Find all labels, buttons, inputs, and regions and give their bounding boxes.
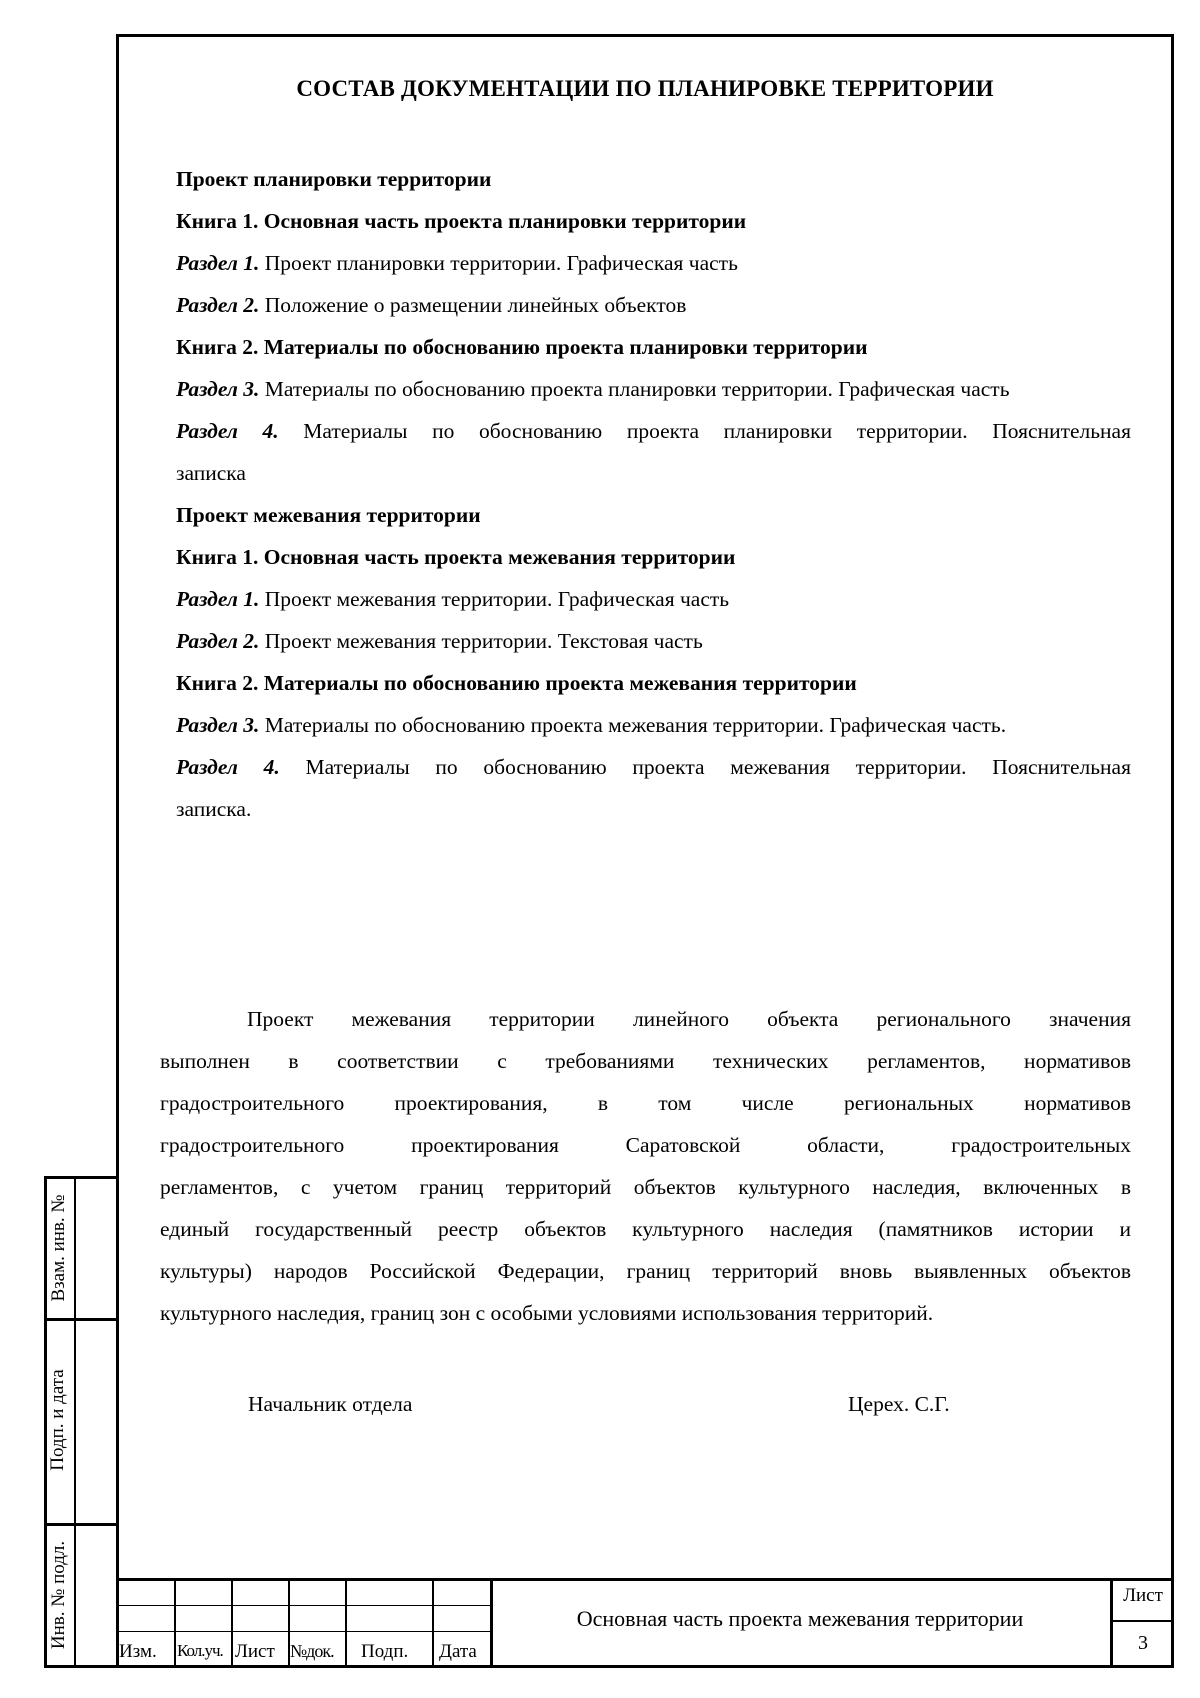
document-title: СОСТАВ ДОКУМЕНТАЦИИ ПО ПЛАНИРОВКЕ ТЕРРИТОРИИ [296,76,994,101]
sheet-label: Лист [1123,1585,1163,1606]
signature-name: Церех. С.Г. [848,1392,950,1416]
column-label-sign: Подп. [361,1641,409,1662]
side-stamp-line [44,1318,116,1321]
title-block-col-line [231,1578,233,1668]
composition-item: Раздел 3. Материалы по обоснованию проекта межевания территории. Графическая часть. [176,713,1007,737]
paragraph-line: единый государственный реестр объектов культурного наследия (памятников истории и [160,1217,1131,1241]
column-label-doc: №док. [290,1641,334,1661]
title-block-top-line [116,1578,1174,1581]
title-block-col-line [174,1578,176,1668]
composition-list [176,158,1131,830]
composition-item: Раздел 4. Материалы по обоснованию проекта планировки территории. Пояснительная [176,419,1131,443]
sheet-number: 3 [1138,1632,1148,1654]
title-block-col-line [432,1578,434,1668]
composition-item: Раздел 4. Материалы по обоснованию проекта межевания территории. Пояснительная [176,755,1131,779]
composition-item: Книга 2. Материалы по обоснованию проекта межевания территории [176,671,857,695]
composition-item: Проект планировки территории [176,167,492,191]
composition-item: Проект межевания территории [176,503,481,527]
composition-item: Раздел 1. Проект планировки территории. Графическая часть [176,251,738,275]
composition-item: Раздел 1. Проект межевания территории. Графическая часть [176,587,730,611]
side-stamp-line [44,1523,116,1526]
paragraph-line: градостроительного проектирования, в том числе региональных нормативов [160,1091,1131,1115]
signature-role: Начальник отдела [248,1392,413,1416]
side-label-inv-original: Инв. № подл. [48,1540,69,1650]
paragraph-line: градостроительного проектирования Саратовской области, градостроительных [160,1133,1131,1157]
paragraph-line: культурного наследия, границ зон с особыми условиями использования территорий. [160,1301,934,1325]
side-label-replace-inv: Взам. инв. № [48,1194,69,1302]
composition-item: записка. [176,797,252,821]
paragraph-line: регламентов, с учетом границ территорий объектов культурного наследия, включенных в [160,1175,1131,1199]
paragraph-line: культуры) народов Российской Федерации, границ территорий вновь выявленных объектов [160,1259,1131,1283]
composition-item: Раздел 2. Проект межевания территории. Текстовая часть [176,629,703,653]
side-stamp-line [44,1176,116,1179]
composition-item: Книга 1. Основная часть проекта планировки территории [176,209,747,233]
title-block-sheet-line [1112,1620,1174,1622]
composition-item: записка [176,461,246,485]
document-name: Основная часть проекта межевания территории [576,1606,1024,1631]
paragraph-line: выполнен в соответствии с требованиями технических регламентов, нормативов [160,1049,1131,1073]
composition-item: Книга 1. Основная часть проекта межевания территории [176,545,736,569]
title-block-col-line [345,1578,347,1668]
composition-item: Книга 2. Материалы по обоснованию проекта планировки территории [176,335,868,359]
paragraph-line: Проект межевания территории линейного объекта регионального значения [247,1007,1131,1031]
side-label-sign-date: Подп. и дата [47,1369,68,1471]
side-stamp-line [44,1665,116,1668]
column-label-sheet: Лист [235,1641,275,1662]
body-paragraph [160,998,1131,1334]
side-stamp-line [74,1176,76,1668]
composition-item: Раздел 3. Материалы по обоснованию проекта планировки территории. Графическая часть [176,377,1010,401]
column-label-change: Изм. [119,1641,157,1662]
column-label-date: Дата [439,1641,477,1662]
column-label-qty: Кол.уч. [177,1641,223,1660]
composition-item: Раздел 2. Положение о размещении линейных объектов [176,293,687,317]
